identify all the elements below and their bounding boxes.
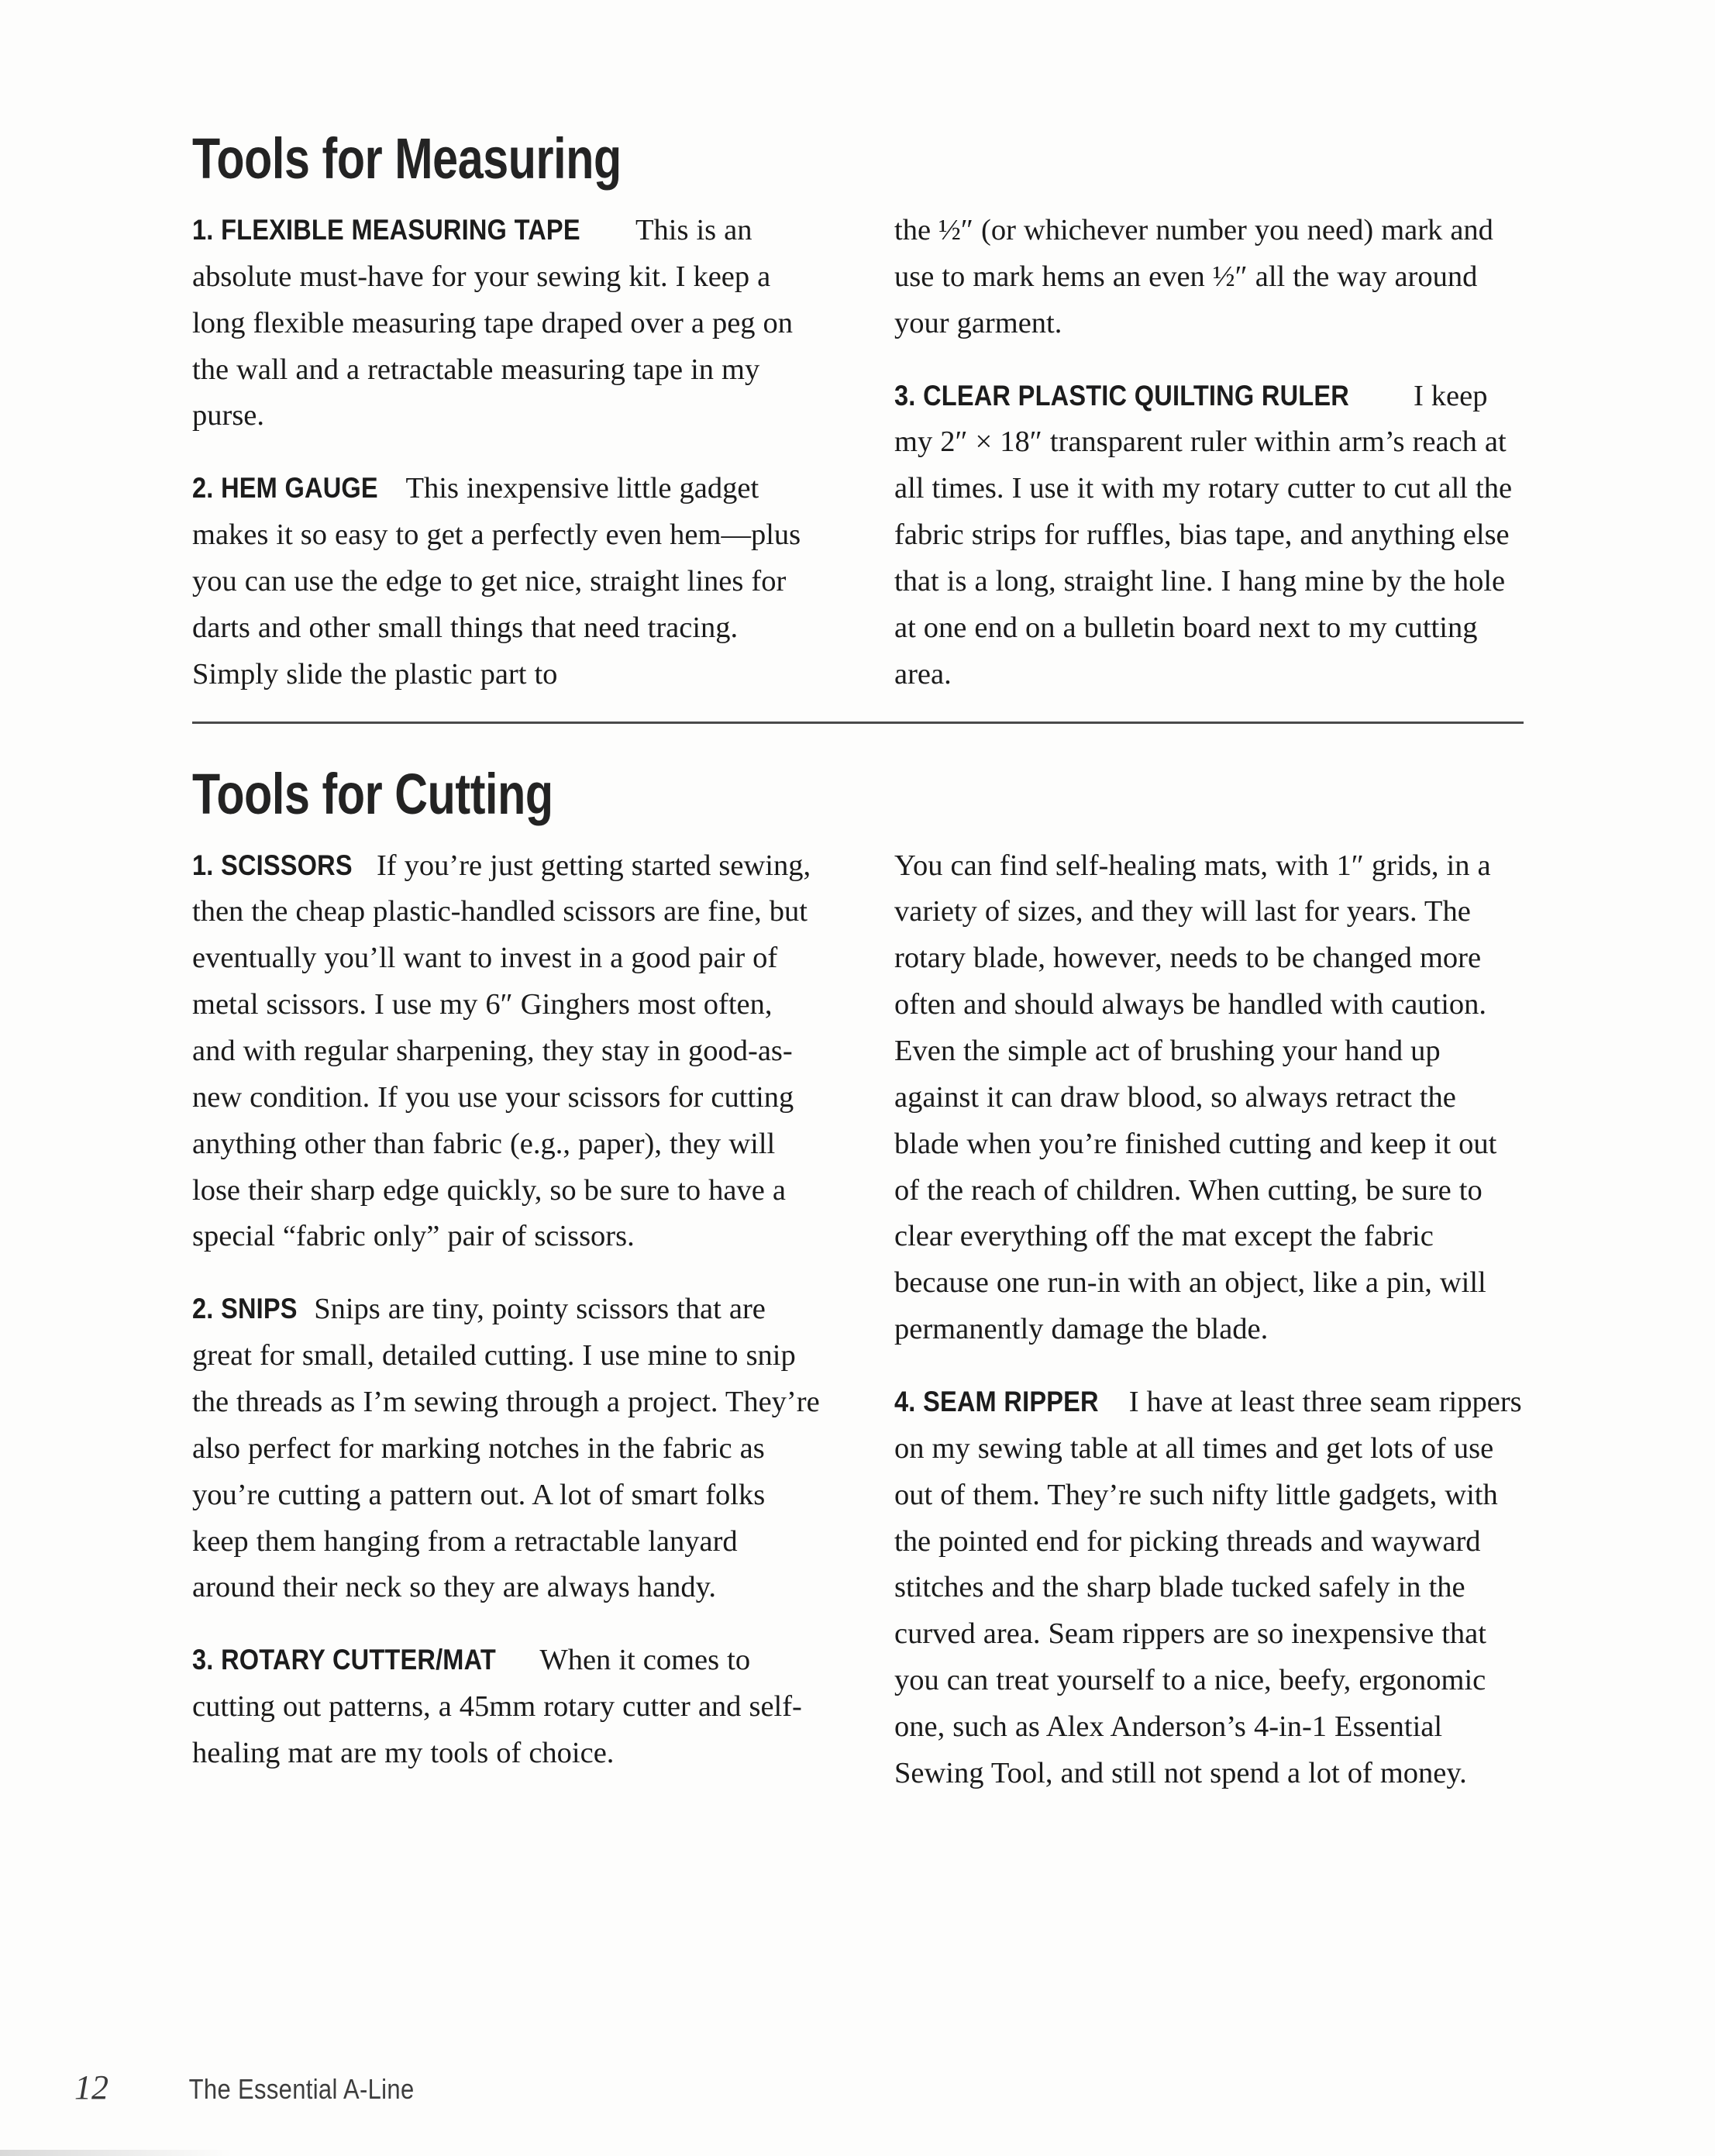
entry-body-text: You can find self-healing mats, with 1″ grids, in a variety of sizes, and they will last for years. The rotary blade, however, needs to be changed more often and should always be handled with caution. Even the simple act of brushing your hand up against it can draw blood, so always retract the blade when you’re finished cutting and keep it out of the reach of children. When cutting, be sure to clear everything off the mat except the fabric because one run-in with an object, like a pin, will permanently damage the blade.: [894, 849, 1497, 1346]
entry-rotary-cutter-mat-continued: [894, 843, 1524, 1353]
page-footer: [74, 2068, 1624, 2107]
entry-lead-label: 3. CLEAR PLASTIC QUILTING RULER: [894, 379, 1349, 412]
section-divider: [192, 722, 1524, 724]
entry-body-text: the ½″ (or whichever number you need) mark and use to mark hems an even ½″ all the way around your garment.: [894, 214, 1493, 339]
entry-body-text: I have at least three seam rippers on my sewing table at all times and get lots of use out of them. They’re such nifty little gadgets, with the pointed end for picking threads and wayward stitches and the sharp blade tucked safely in the curved area. Seam rippers are so inexpensive that you can treat yourself to a nice, beefy, ergonomic one, such as Alex Anderson’s 4-in-1 Essential Sewing Tool, and still not spend a lot of money.: [894, 1386, 1522, 1789]
entry-body-text: Snips are tiny, pointy scissors that are great for small, detailed cutting. I use mine to snip the threads as I’m sewing through a project. They’re also perfect for marking notches in the fabric as you’re cutting a pattern out. A lot of smart folks keep them hanging from a retractable lanyard around their neck so they are always handy.: [192, 1293, 820, 1604]
entry-snips: [192, 1286, 821, 1611]
page-number: 12: [74, 2068, 108, 2106]
entry-body-text: This is an absolute must-have for your sewing kit. I keep a long flexible measuring tape draped over a peg on the wall and a retractable measuring tape in my purse.: [192, 214, 794, 432]
entry-hem-gauge-continued: [894, 208, 1524, 347]
section-tools-for-measuring: [192, 126, 1524, 698]
running-head-title: The Essential A-Line: [188, 2073, 415, 2105]
section-heading-measuring: Tools for Measuring: [192, 126, 622, 191]
cutting-left-column: [192, 843, 821, 1777]
entry-body-text: I keep my 2″ × 18″ transparent ruler within arm’s reach at all times. I use it with my rotary cutter to cut all the fabric strips for ruffles, bias tape, and anything else that is a long, straight line. I hang mine by the hole at one end on a bulletin board next to my cutting area.: [894, 379, 1513, 691]
scan-edge-shadow: [0, 2150, 232, 2156]
entry-scissors: [192, 843, 821, 1261]
cutting-columns: [192, 843, 1524, 1797]
entry-clear-plastic-quilting-ruler: [894, 374, 1524, 698]
entry-lead-label: 1. FLEXIBLE MEASURING TAPE: [192, 214, 580, 246]
entry-body-text: When it comes to cutting out patterns, a 45mm rotary cutter and self-healing mat are my tools of choice.: [192, 1644, 802, 1770]
entry-flexible-measuring-tape: [192, 208, 821, 439]
entry-body-text: This inexpensive little gadget makes it so easy to get a perfectly even hem—plus you can use the edge to get nice, straight lines for darts and other small things that need tracing. Simply slide the plastic part to: [192, 472, 801, 691]
entry-lead-label: 2. HEM GAUGE: [192, 472, 378, 505]
entry-hem-gauge: [192, 466, 821, 697]
entry-lead-label: 2. SNIPS: [192, 1293, 298, 1325]
entry-lead-label: 4. SEAM RIPPER: [894, 1386, 1099, 1418]
entry-rotary-cutter-mat: [192, 1638, 821, 1777]
cutting-right-column: [894, 843, 1524, 1797]
entry-body-text: If you’re just getting started sewing, then the cheap plastic-handled scissors are fine, but eventually you’ll want to invest in a good pair of metal scissors. I use my 6″ Ginghers most often, and with regular sharpening, they stay in good-as-new condition. If you use your scissors for cutting anything other than fabric (e.g., paper), they will lose their sharp edge quickly, so be sure to have a special “fabric only” pair of scissors.: [192, 849, 811, 1253]
entry-seam-ripper: [894, 1379, 1524, 1797]
measuring-right-column: [894, 208, 1524, 698]
measuring-columns: [192, 208, 1524, 698]
section-tools-for-cutting: [192, 761, 1524, 1797]
page-content: [192, 126, 1524, 1797]
entry-lead-label: 1. SCISSORS: [192, 849, 353, 881]
measuring-left-column: [192, 208, 821, 698]
entry-lead-label: 3. ROTARY CUTTER/MAT: [192, 1644, 496, 1676]
section-heading-cutting: Tools for Cutting: [192, 761, 553, 826]
